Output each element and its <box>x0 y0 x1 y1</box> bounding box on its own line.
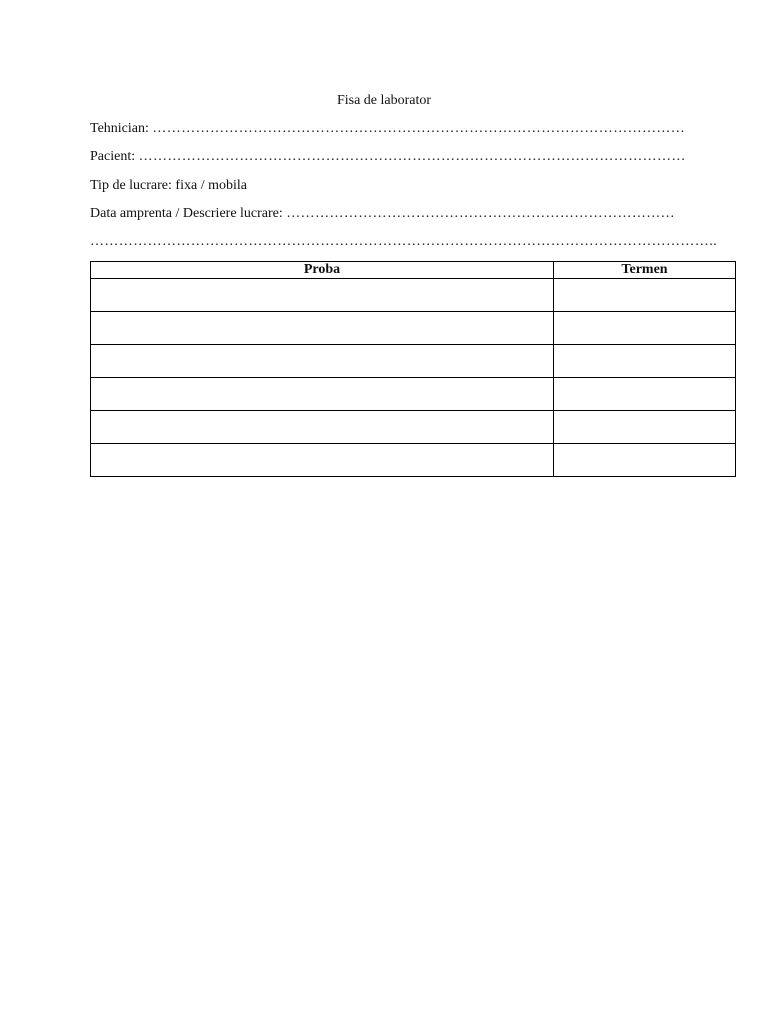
field-pacient <box>90 148 686 166</box>
field-value: fixa / mobila <box>175 178 247 193</box>
table-header-row <box>91 262 736 279</box>
continuation-line: ………………………………………………………………………………………………………………….. <box>90 234 717 249</box>
field-label: Tip de lucrare <box>90 178 169 193</box>
field-separator: : <box>278 206 287 221</box>
table-cell-termen <box>554 279 736 312</box>
table-cell-termen <box>554 345 736 378</box>
field-separator: : <box>131 149 139 164</box>
table-cell-proba <box>91 411 554 444</box>
field-data-amprenta <box>90 205 675 223</box>
field-label: Data amprenta / Descriere lucrare <box>90 206 279 221</box>
field-fill-line: ……………………………………………………………………… <box>286 206 676 221</box>
table-cell-proba <box>91 444 554 477</box>
column-header-termen: Termen <box>554 262 736 279</box>
table-row <box>91 411 736 444</box>
table-row <box>91 345 736 378</box>
field-fill-line: …………………………………………………………………………………………………… <box>138 149 686 164</box>
table-cell-proba <box>91 345 554 378</box>
table-cell-proba <box>91 312 554 345</box>
field-tip-lucrare <box>90 177 247 195</box>
proba-termen-table <box>90 261 736 477</box>
document-title: Fisa de laborator <box>336 93 432 108</box>
table-cell-termen <box>554 378 736 411</box>
field-label: Pacient <box>90 149 132 164</box>
field-fill-line: ………………………………………………………………………………………………… <box>152 121 686 136</box>
field-separator: : <box>168 178 176 193</box>
table-cell-proba <box>91 279 554 312</box>
field-separator: : <box>145 121 153 136</box>
field-label: Tehnician <box>90 121 145 136</box>
table-row <box>91 312 736 345</box>
table-row <box>91 378 736 411</box>
table-cell-termen <box>554 312 736 345</box>
table-cell-proba <box>91 378 554 411</box>
field-tehnician <box>90 120 685 138</box>
column-header-proba: Proba <box>91 262 554 279</box>
table-row <box>91 279 736 312</box>
table-row <box>91 444 736 477</box>
table-cell-termen <box>554 411 736 444</box>
table-cell-termen <box>554 444 736 477</box>
